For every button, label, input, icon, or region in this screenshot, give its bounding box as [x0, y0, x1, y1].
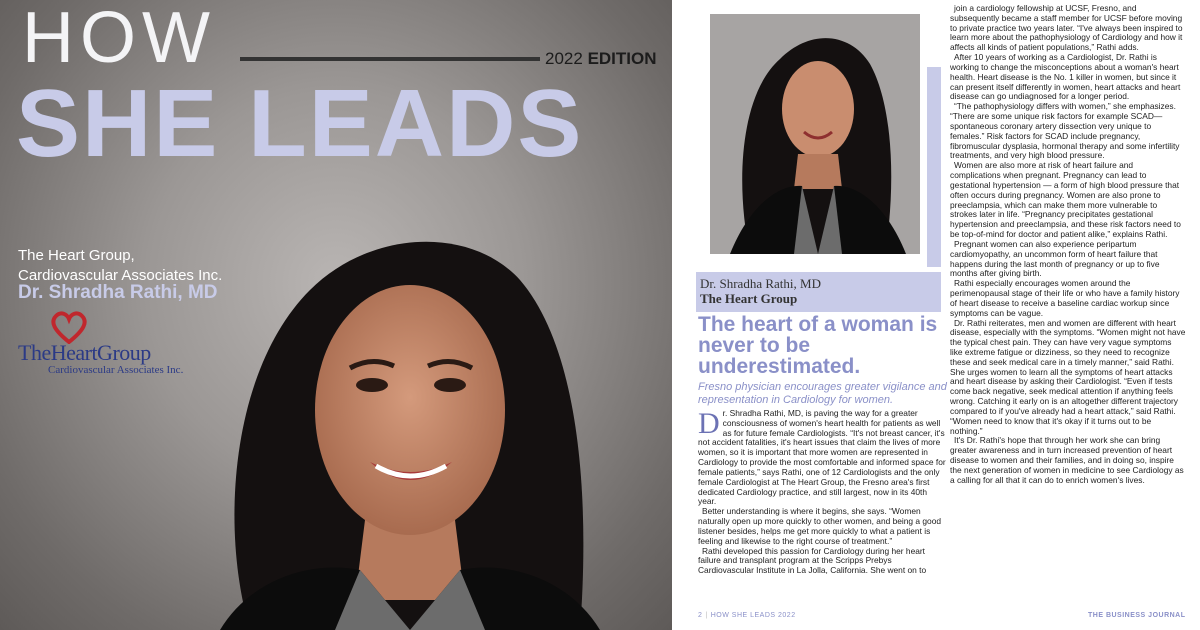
page-folio — [698, 612, 796, 619]
article-body-left-column — [698, 409, 946, 576]
article-paragraph — [698, 409, 946, 507]
cover-org-line1: The Heart Group, — [18, 247, 135, 264]
article-portrait-photo — [710, 14, 920, 254]
article-paragraph: Better understanding is where it begins, she says. “Women naturally open up more quickly to other women, and being a good listener besides, helps me get more quickly to what a patient is feeling and likewise to the right course of treatment.” — [698, 506, 942, 546]
article-paragraph: “The pathophysiology differs with women,” she emphasizes. “There are some unique risk factors for example SCAD— spontaneous coronary artery dissection very unique to females.” Risk factors for SCAD include pregnancy, fibromuscular dysplasia, hormonal therapy and some infertility treatments, and very high blood pressure. — [950, 101, 1180, 161]
article-paragraph: Rathi developed this passion for Cardiology during her heart failure and transplant program at the Scripps Prebys Cardiovascular Institute in La Jolla, California. She went on to — [698, 545, 927, 576]
logo-wordmark: TheHeartGroup — [18, 340, 151, 365]
cover-divider-rule — [240, 57, 540, 61]
cover-she-leads-title: SHE LEADS — [16, 70, 584, 177]
cover-how-title: HOW — [22, 0, 216, 78]
edition-label: EDITION — [587, 49, 657, 68]
cover-edition — [545, 49, 657, 69]
article-paragraph: Pregnant women can also experience peripartum cardiomyopathy, an uncommon form of heart failure that happens during the last month of pregnancy or up to five months after giving birth. — [950, 238, 1160, 279]
paragraph-text: r. Shradha Rathi, MD, is paving the way for a greater consciousness of women's heart health for patients as well as for future female Cardiologists. “It's not breast cancer, it's not accident fatalities, it's heart issues that claim the lives of more women, so it is important that more women are represented in Cardiology to provide the most comfortable and informed space for female patients,” says Rathi, one of 12 Cardiologists and the only female Cardiologist at The Heart Group, the Fresno area's first dedicated Cardiology practice, and still largest, now in its 40th year. — [698, 408, 946, 507]
cover-org-line2: Cardiovascular Associates Inc. — [18, 266, 223, 284]
publication-name: THE BUSINESS JOURNAL — [1088, 612, 1186, 619]
decorative-accent-block — [927, 67, 941, 267]
heart-logo-icon — [48, 310, 90, 344]
folio-title: HOW SHE LEADS 2022 — [710, 612, 796, 619]
article-paragraph: Dr. Rathi reiterates, men and women are different with heart disease, especially with the symptoms. “Women might not have the typical chest pain. They can have very vague symptoms like extreme fatigue or dizziness, so they need to recognize these and seek medical care in a timely manner,” said Rathi. She urges women to learn all the symptoms of heart attacks and heart disease by asking their Cardiologist. “Even if tests come back negative, seek medical attention if anything feels wrong. Catching it early on is an altogether different trajectory compared to if you've already had a heart attack,” said Rathi. “Women need to know that it's okay if it turns out to be nothing.” — [950, 317, 1186, 436]
cover-doctor-name: Dr. Shradha Rathi, MD — [18, 282, 218, 303]
folio-separator: | — [705, 612, 708, 619]
drop-cap: D — [698, 407, 720, 440]
article-subhead: Fresno physician encourages greater vigilance and representation in Cardiology for women. — [698, 381, 947, 406]
article-paragraph: Rathi especially encourages women around the perimenopausal stage of their life or who have a family history of heart disease to receive a baseline cardiac workup since symptoms can be vague. — [950, 278, 1180, 318]
article-body-right-column — [950, 4, 1186, 486]
article-headline: The heart of a woman is never to be underestimated. — [698, 313, 938, 378]
article-page — [680, 0, 1200, 630]
article-paragraph: After 10 years of working as a Cardiologist, Dr. Rathi is working to change the misconceptions about a woman's heart health. Heart disease is the No. 1 killer in women, but since it can present itself differently in women, heart attacks and heart disease can go undiagnosed for a longer period. — [950, 52, 1181, 102]
cover-portrait-photo — [160, 200, 660, 630]
logo-subtitle: Cardiovascular Associates Inc. — [48, 364, 184, 376]
byline-group: The Heart Group — [700, 291, 798, 306]
cover-organization — [18, 246, 222, 285]
byline-name: Dr. Shradha Rathi, MD — [700, 276, 821, 291]
edition-year: 2022 — [545, 49, 583, 68]
page-number: 2 — [698, 612, 703, 619]
article-paragraph: join a cardiology fellowship at UCSF, Fresno, and subsequently became a staff member for UCSF before moving to private practice two years later. “I've always been inspired to learn more about the pathophysiology of Cardiology and how it affects all kinds of patient populations,” Rathi adds. — [950, 3, 1183, 53]
article-paragraph: Women are also more at risk of heart failure and complications when pregnant. Pregnancy can lead to gestational hypertension — a form of high blood pressure that often occurs during pregnancy. Women are also prone to preeclampsia, which can make them more vulnerable to strokes later in life. “Pregnancy precipitates gestational hypertension and preeclampsia, and these risk factors need to be top-of-mind for doctor and patient alike,” explains Rathi. — [950, 160, 1181, 240]
article-paragraph: It's Dr. Rathi's hope that through her work she can bring greater awareness and in turn increased prevention of heart disease to women and their families, and in doing so, inspire the next generation of women in medicine to see Cardiology as a calling for all that it can do to enrich women's lives. — [950, 435, 1184, 485]
